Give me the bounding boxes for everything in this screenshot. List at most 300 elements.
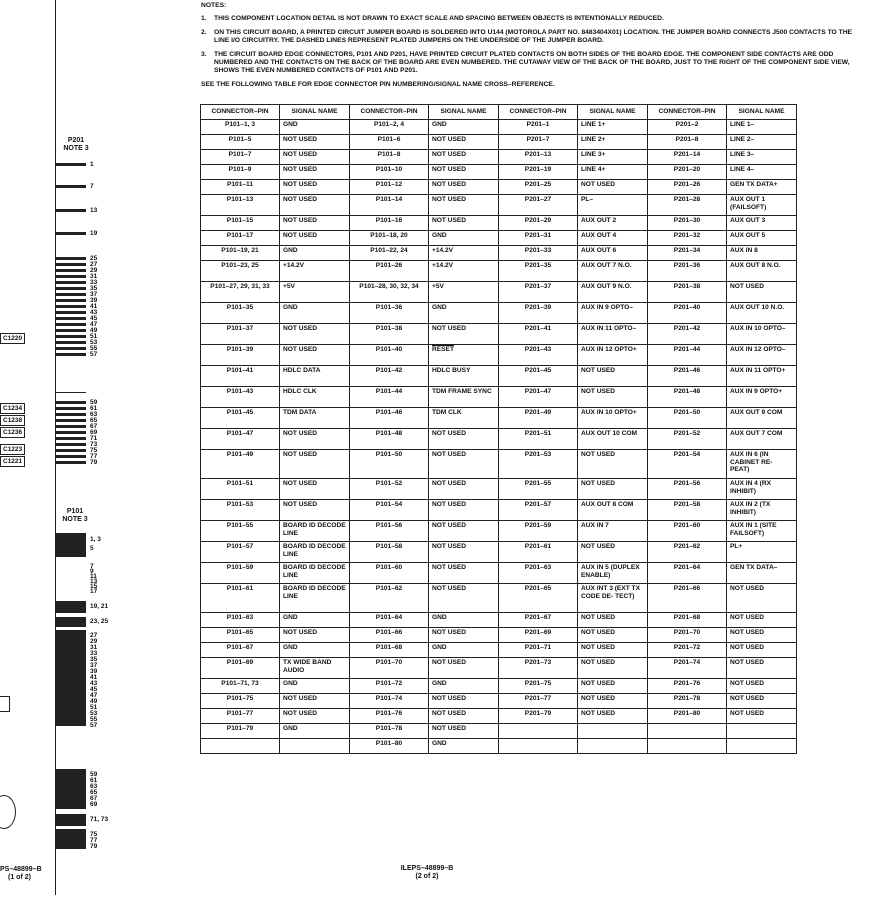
connector-pin-cell: P201–63 xyxy=(499,563,578,584)
signal-name-cell: GND xyxy=(280,246,350,261)
column-header: CONNECTOR–PIN xyxy=(350,105,429,120)
signal-name-cell: NOT USED xyxy=(429,500,499,521)
pin-number-label: 63 xyxy=(90,411,98,418)
pin-number-label: 45 xyxy=(90,686,98,693)
signal-name-cell: GND xyxy=(429,231,499,246)
signal-name-cell: AUX OUT 4 xyxy=(578,231,648,246)
connector-pin-cell: P101–64 xyxy=(350,613,429,628)
connector-pin-cell: P101–50 xyxy=(350,450,429,479)
signal-name-cell: NOT USED xyxy=(429,521,499,542)
pin-number-label: 19 xyxy=(90,230,98,237)
table-row xyxy=(201,694,797,709)
connector-pin-cell: P201–13 xyxy=(499,150,578,165)
signal-name-cell: NOT USED xyxy=(727,584,797,613)
connector-pin-cell: P201–47 xyxy=(499,387,578,408)
signal-name-cell: AUX IN 7 xyxy=(578,521,648,542)
pin-number-label: 51 xyxy=(90,333,98,340)
pin-number-label: 33 xyxy=(90,279,98,286)
connector-pin-cell: P101–55 xyxy=(201,521,280,542)
connector-pin-cell: P101–53 xyxy=(201,500,280,521)
signal-name-cell: NOT USED xyxy=(727,694,797,709)
notes-section xyxy=(201,2,866,89)
table-row xyxy=(201,542,797,563)
signal-name-cell xyxy=(578,739,648,754)
pin-number-label: 47 xyxy=(90,692,98,699)
connector-pin-cell: P101–46 xyxy=(350,408,429,429)
p201-contact xyxy=(56,305,86,308)
connector-pin-cell: P201–74 xyxy=(648,658,727,679)
connector-pin-cell: P201–40 xyxy=(648,303,727,324)
connector-pin-cell: P101–40 xyxy=(350,345,429,366)
p201-contact xyxy=(56,335,86,338)
pin-number-label: 17 xyxy=(90,588,98,595)
pin-number-label: 5 xyxy=(90,545,94,552)
connector-pin-cell: P201–28 xyxy=(648,195,727,216)
table-row xyxy=(201,180,797,195)
signal-name-cell: RESET xyxy=(429,345,499,366)
signal-name-cell: NOT USED xyxy=(429,195,499,216)
connector-pin-cell: P101–60 xyxy=(350,563,429,584)
signal-name-cell: AUX OUT 9 N.O. xyxy=(578,282,648,303)
signal-name-cell: LINE 4+ xyxy=(578,165,648,180)
pin-number-label: 13 xyxy=(90,207,98,214)
connector-pin-cell xyxy=(499,724,578,739)
p101-contact-block xyxy=(56,814,86,826)
table-row xyxy=(201,584,797,613)
signal-name-cell: GND xyxy=(280,303,350,324)
signal-name-cell: GND xyxy=(429,679,499,694)
signal-name-cell: AUX IN 1 (SITE FAILSOFT) xyxy=(727,521,797,542)
signal-name-cell: GND xyxy=(429,120,499,135)
p201-contact xyxy=(56,257,86,260)
connector-pin-cell: P201–43 xyxy=(499,345,578,366)
signal-name-cell: AUX INT 3 (EXT TX CODE DE- TECT) xyxy=(578,584,648,613)
connector-pin-cell: P201–41 xyxy=(499,324,578,345)
signal-name-cell: NOT USED xyxy=(578,658,648,679)
signal-name-cell: NOT USED xyxy=(280,345,350,366)
pin-number-label: 57 xyxy=(90,351,98,358)
p201-contact xyxy=(56,293,86,296)
table-row xyxy=(201,679,797,694)
connector-pin-cell: P101–74 xyxy=(350,694,429,709)
signal-name-cell: GEN TX DATA+ xyxy=(727,180,797,195)
p201-contact xyxy=(56,287,86,290)
signal-name-cell: HDLC DATA xyxy=(280,366,350,387)
connector-pin-cell: P101–42 xyxy=(350,366,429,387)
pin-number-label: 55 xyxy=(90,716,98,723)
pin-number-label: 31 xyxy=(90,273,98,280)
signal-name-cell: AUX OUT 9 COM xyxy=(727,408,797,429)
table-row xyxy=(201,658,797,679)
pin-number-label: 37 xyxy=(90,662,98,669)
signal-name-cell: NOT USED xyxy=(727,628,797,643)
connector-pin-cell: P201–76 xyxy=(648,679,727,694)
table-row xyxy=(201,261,797,282)
signal-name-cell: NOT USED xyxy=(280,709,350,724)
connector-pin-cell: P201–44 xyxy=(648,345,727,366)
pin-number-label: 43 xyxy=(90,680,98,687)
connector-pin-cell: P101–14 xyxy=(350,195,429,216)
table-row xyxy=(201,345,797,366)
signal-name-cell: AUX OUT 6 xyxy=(578,246,648,261)
signal-name-cell: GEN TX DATA– xyxy=(727,563,797,584)
signal-name-cell: LINE 1+ xyxy=(578,120,648,135)
p201-contact xyxy=(56,461,86,464)
signal-name-cell: NOT USED xyxy=(727,643,797,658)
signal-name-cell: NOT USED xyxy=(429,542,499,563)
pin-number-label: 67 xyxy=(90,795,98,802)
pin-number-label: 75 xyxy=(90,447,98,454)
connector-pin-cell: P201–70 xyxy=(648,628,727,643)
pin-number-label: 73 xyxy=(90,441,98,448)
connector-pin-cell: P201–46 xyxy=(648,366,727,387)
connector-pin-cell: P101–69 xyxy=(201,658,280,679)
signal-name-cell: NOT USED xyxy=(727,679,797,694)
table-row xyxy=(201,739,797,754)
p201-contact xyxy=(56,437,86,440)
signal-name-cell: AUX OUT 1 (FAILSOFT) xyxy=(727,195,797,216)
left-footer: PS–48899–B (1 of 2) xyxy=(0,866,42,881)
connector-pin-cell: P201–48 xyxy=(648,387,727,408)
connector-pin-cell: P201–77 xyxy=(499,694,578,709)
connector-pin-cell: P101–18, 20 xyxy=(350,231,429,246)
signal-name-cell: NOT USED xyxy=(280,135,350,150)
pin-number-label: 27 xyxy=(90,261,98,268)
connector-pin-cell: P101–15 xyxy=(201,216,280,231)
table-row xyxy=(201,366,797,387)
signal-name-cell: NOT USED xyxy=(429,563,499,584)
connector-pin-cell: P201–7 xyxy=(499,135,578,150)
connector-pin-cell: P101–59 xyxy=(201,563,280,584)
signal-name-cell: AUX IN 11 OPTO+ xyxy=(727,366,797,387)
pin-number-label: 63 xyxy=(90,783,98,790)
signal-name-cell: AUX IN 10 OPTO+ xyxy=(578,408,648,429)
table-row xyxy=(201,135,797,150)
signal-name-cell: BOARD ID DECODE LINE xyxy=(280,542,350,563)
signal-name-cell: NOT USED xyxy=(578,613,648,628)
connector-pin-cell: P201–66 xyxy=(648,584,727,613)
connector-pin-cell: P101–44 xyxy=(350,387,429,408)
p201-contact xyxy=(56,163,86,166)
connector-pin-cell: P101–48 xyxy=(350,429,429,450)
signal-name-cell: NOT USED xyxy=(429,709,499,724)
pin-number-label: 59 xyxy=(90,399,98,406)
signal-name-cell: NOT USED xyxy=(727,658,797,679)
table-row xyxy=(201,387,797,408)
connector-pin-cell: P101–36 xyxy=(350,303,429,324)
signal-name-cell: AUX OUT 10 COM xyxy=(578,429,648,450)
note-item: 2. ON THIS CIRCUIT BOARD, A PRINTED CIRCUIT JUMPER BOARD IS SOLDERED INTO U144 (MOTOROLA PART NO. 8483404X01) LOCATION. THE JUMPER BOARD CONNECTS J500 CONTACTS TO THE LINE I/O CIRCUITRY. THE DASHED LINES REPRESENT PLATED JUMPERS ON THE UNDERSIDE OF THE JUMPER BOARD. xyxy=(201,28,852,45)
pin-number-label: 49 xyxy=(90,698,98,705)
pin-number-label: 55 xyxy=(90,345,98,352)
connector-pin-cell: P101–2, 4 xyxy=(350,120,429,135)
board-edge-diagram xyxy=(0,0,125,898)
connector-pin-cell xyxy=(648,739,727,754)
signal-name-cell: HDLC CLK xyxy=(280,387,350,408)
connector-pin-cell: P101–9 xyxy=(201,165,280,180)
signal-name-cell: NOT USED xyxy=(280,694,350,709)
connector-pin-cell: P201–61 xyxy=(499,542,578,563)
signal-name-cell: NOT USED xyxy=(727,709,797,724)
connector-pin-cell xyxy=(201,739,280,754)
signal-name-cell: AUX IN 4 (RX INHIBIT) xyxy=(727,479,797,500)
signal-name-cell: NOT USED xyxy=(280,479,350,500)
signal-name-cell: GND xyxy=(429,739,499,754)
signal-name-cell: +14.2V xyxy=(429,246,499,261)
signal-name-cell: AUX IN 12 OPTO– xyxy=(727,345,797,366)
outline-circle xyxy=(0,795,16,829)
connector-pin-cell: P201–32 xyxy=(648,231,727,246)
connector-pin-cell: P201–55 xyxy=(499,479,578,500)
connector-pin-cell: P201–68 xyxy=(648,613,727,628)
pin-number-label: 37 xyxy=(90,291,98,298)
table-row xyxy=(201,450,797,479)
connector-pin-cell: P201–65 xyxy=(499,584,578,613)
connector-pin-cell: P201–56 xyxy=(648,479,727,500)
p201-label: P201 NOTE 3 xyxy=(63,137,89,152)
column-header: CONNECTOR–PIN xyxy=(201,105,280,120)
signal-name-cell: NOT USED xyxy=(429,216,499,231)
signal-name-cell: AUX OUT 8 COM xyxy=(578,500,648,521)
pin-number-label: 71, 73 xyxy=(90,816,109,823)
signal-name-cell xyxy=(578,724,648,739)
signal-name-cell: LINE 2+ xyxy=(578,135,648,150)
p201-contact xyxy=(56,347,86,350)
signal-name-cell: NOT USED xyxy=(280,150,350,165)
component-label: C1221 xyxy=(0,456,25,467)
p201-contact xyxy=(56,431,86,434)
signal-name-cell: +14.2V xyxy=(429,261,499,282)
connector-pin-cell: P201–54 xyxy=(648,450,727,479)
connector-pin-cell: P201–71 xyxy=(499,643,578,658)
signal-name-cell: AUX IN 12 OPTO+ xyxy=(578,345,648,366)
column-header: SIGNAL NAME xyxy=(429,105,499,120)
signal-name-cell: AUX OUT 7 COM xyxy=(727,429,797,450)
connector-pin-cell: P201–79 xyxy=(499,709,578,724)
signal-name-cell: AUX IN 6 (IN CABINET RE- PEAT) xyxy=(727,450,797,479)
note-item: 1. THIS COMPONENT LOCATION DETAIL IS NOT DRAWN TO EXACT SCALE AND SPACING BETWEEN OBJECTS IS INTENTIONALLY REDUCED. xyxy=(201,15,664,23)
connector-pin-cell: P201–37 xyxy=(499,282,578,303)
signal-name-cell: NOT USED xyxy=(280,628,350,643)
p101-contact-block xyxy=(56,630,86,726)
signal-name-cell: NOT USED xyxy=(429,450,499,479)
signal-name-cell: NOT USED xyxy=(578,709,648,724)
signal-name-cell: GND xyxy=(429,303,499,324)
p201-contact xyxy=(56,353,86,356)
component-label: C1234 xyxy=(0,403,25,414)
table-row xyxy=(201,216,797,231)
connector-pin-cell: P201–60 xyxy=(648,521,727,542)
p201-contact xyxy=(56,311,86,314)
signal-name-cell: NOT USED xyxy=(280,216,350,231)
signal-name-cell: AUX IN 11 OPTO– xyxy=(578,324,648,345)
signal-name-cell: AUX IN 9 OPTO+ xyxy=(727,387,797,408)
pin-number-label: 53 xyxy=(90,339,98,346)
signal-name-cell: NOT USED xyxy=(578,542,648,563)
signal-name-cell: AUX IN 2 (TX INHIBIT) xyxy=(727,500,797,521)
connector-pin-cell: P201–51 xyxy=(499,429,578,450)
table-row xyxy=(201,613,797,628)
signal-name-cell: NOT USED xyxy=(578,366,648,387)
signal-name-cell: NOT USED xyxy=(429,180,499,195)
p201-contact xyxy=(56,341,86,344)
table-row xyxy=(201,563,797,584)
connector-pin-cell: P201–72 xyxy=(648,643,727,658)
signal-name-cell: NOT USED xyxy=(727,282,797,303)
connector-pin-cell: P201–58 xyxy=(648,500,727,521)
pin-number-label: 53 xyxy=(90,710,98,717)
signal-name-cell: NOT USED xyxy=(280,324,350,345)
page-footer: ILEPS–48899–B (2 of 2) xyxy=(400,865,454,880)
table-header-row xyxy=(201,105,797,120)
connector-pin-cell: P101–52 xyxy=(350,479,429,500)
connector-pin-cell: P201–45 xyxy=(499,366,578,387)
column-header: CONNECTOR–PIN xyxy=(648,105,727,120)
p201-contact xyxy=(56,281,86,284)
connector-pin-cell: P101–47 xyxy=(201,429,280,450)
signal-name-cell: NOT USED xyxy=(578,387,648,408)
connector-pin-cell: P101–10 xyxy=(350,165,429,180)
pin-number-label: 61 xyxy=(90,777,98,784)
pin-number-label: 35 xyxy=(90,285,98,292)
signal-name-cell: NOT USED xyxy=(280,165,350,180)
connector-pin-cell: P101–7 xyxy=(201,150,280,165)
signal-name-cell: GND xyxy=(280,679,350,694)
connector-pin-cell: P101–58 xyxy=(350,542,429,563)
signal-name-cell: GND xyxy=(280,120,350,135)
connector-pin-cell: P101–63 xyxy=(201,613,280,628)
pin-number-label: 13 xyxy=(90,578,98,585)
pin-number-label: 59 xyxy=(90,771,98,778)
connector-pin-cell: P201–53 xyxy=(499,450,578,479)
connector-pin-cell: P201–39 xyxy=(499,303,578,324)
pin-number-label: 57 xyxy=(90,722,98,729)
signal-name-cell: NOT USED xyxy=(280,195,350,216)
connector-pin-cell: P101–37 xyxy=(201,324,280,345)
connector-pin-cell: P201–1 xyxy=(499,120,578,135)
p201-contact xyxy=(56,263,86,266)
connector-pin-cell: P101–6 xyxy=(350,135,429,150)
connector-pin-cell: P201–25 xyxy=(499,180,578,195)
component-label: C1238 xyxy=(0,415,25,426)
signal-name-cell: AUX OUT 7 N.O. xyxy=(578,261,648,282)
connector-pin-cell: P201–34 xyxy=(648,246,727,261)
p201-contact xyxy=(56,275,86,278)
connector-pin-cell: P201–31 xyxy=(499,231,578,246)
table-row xyxy=(201,709,797,724)
p101-contact-block xyxy=(56,533,86,557)
connector-pin-cell: P201–62 xyxy=(648,542,727,563)
table-row xyxy=(201,324,797,345)
column-header: SIGNAL NAME xyxy=(727,105,797,120)
p201-contact xyxy=(56,443,86,446)
pin-number-label: 75 xyxy=(90,831,98,838)
pin-number-label: 77 xyxy=(90,837,98,844)
table-row xyxy=(201,303,797,324)
component-label: C1223 xyxy=(0,444,25,455)
signal-name-cell: AUX IN 10 OPTO– xyxy=(727,324,797,345)
connector-pin-cell: P201–20 xyxy=(648,165,727,180)
pin-number-label: 49 xyxy=(90,327,98,334)
connector-pin-cell: P101–72 xyxy=(350,679,429,694)
pin-number-label: 19, 21 xyxy=(90,603,109,610)
signal-name-cell: TDM DATA xyxy=(280,408,350,429)
connector-pin-cell: P201–64 xyxy=(648,563,727,584)
pin-number-label: 39 xyxy=(90,297,98,304)
signal-name-cell: AUX IN 8 xyxy=(727,246,797,261)
pin-number-label: 79 xyxy=(90,843,98,850)
signal-name-cell: GND xyxy=(280,724,350,739)
table-row xyxy=(201,724,797,739)
signal-name-cell: GND xyxy=(429,643,499,658)
p101-contact-block xyxy=(56,829,86,849)
signal-name-cell: NOT USED xyxy=(578,679,648,694)
connector-pin-cell: P101–70 xyxy=(350,658,429,679)
connector-pin-cell: P101–1, 3 xyxy=(201,120,280,135)
component-label: C1220 xyxy=(0,333,25,344)
connector-pin-cell: P101–26 xyxy=(350,261,429,282)
signal-name-cell: HDLC BUSY xyxy=(429,366,499,387)
connector-pin-cell: P201–69 xyxy=(499,628,578,643)
signal-name-cell: GND xyxy=(280,613,350,628)
table-row xyxy=(201,282,797,303)
connector-pin-cell: P101–43 xyxy=(201,387,280,408)
signal-name-cell: NOT USED xyxy=(429,429,499,450)
signal-name-cell: TDM FRAME SYNC xyxy=(429,387,499,408)
signal-name-cell: AUX IN 9 OPTO– xyxy=(578,303,648,324)
signal-name-cell: +14.2V xyxy=(280,261,350,282)
connector-pin-cell: P201–2 xyxy=(648,120,727,135)
connector-pin-cell: P101–41 xyxy=(201,366,280,387)
connector-pin-cell: P101–56 xyxy=(350,521,429,542)
signal-name-cell: AUX IN 5 (DUPLEX ENABLE) xyxy=(578,563,648,584)
pin-number-label: 79 xyxy=(90,459,98,466)
connector-pin-cell: P101–23, 25 xyxy=(201,261,280,282)
connector-pin-cell: P201–36 xyxy=(648,261,727,282)
p201-contact xyxy=(56,425,86,428)
signal-name-cell: NOT USED xyxy=(727,613,797,628)
connector-pin-cell: P101–76 xyxy=(350,709,429,724)
pin-number-label: 1 xyxy=(90,161,94,168)
pin-number-label: 11 xyxy=(90,573,97,580)
signal-name-cell: NOT USED xyxy=(429,150,499,165)
connector-pin-cell: P201–29 xyxy=(499,216,578,231)
table-row xyxy=(201,150,797,165)
connector-pin-cell: P101–13 xyxy=(201,195,280,216)
table-row xyxy=(201,429,797,450)
pin-number-label: 69 xyxy=(90,429,98,436)
pin-number-label: 29 xyxy=(90,267,98,274)
signal-name-cell: TX WIDE BAND AUDIO xyxy=(280,658,350,679)
p201-contact xyxy=(56,329,86,332)
table-row xyxy=(201,195,797,216)
connector-pin-cell: P101–17 xyxy=(201,231,280,246)
p201-contact xyxy=(56,419,86,422)
connector-pin-cell: P101–28, 30, 32, 34 xyxy=(350,282,429,303)
connector-pin-cell: P201–73 xyxy=(499,658,578,679)
connector-pin-cell: P101–71, 73 xyxy=(201,679,280,694)
notes-title: NOTES: xyxy=(201,2,227,9)
pin-number-label: 31 xyxy=(90,644,98,651)
connector-pin-cell: P201–52 xyxy=(648,429,727,450)
signal-name-cell: NOT USED xyxy=(280,450,350,479)
connector-pin-cell xyxy=(499,739,578,754)
pin-number-label: 65 xyxy=(90,417,98,424)
p201-contact xyxy=(56,401,86,404)
pin-number-label: 23, 25 xyxy=(90,618,109,625)
pin-number-label: 51 xyxy=(90,704,98,711)
connector-pin-cell: P201–57 xyxy=(499,500,578,521)
